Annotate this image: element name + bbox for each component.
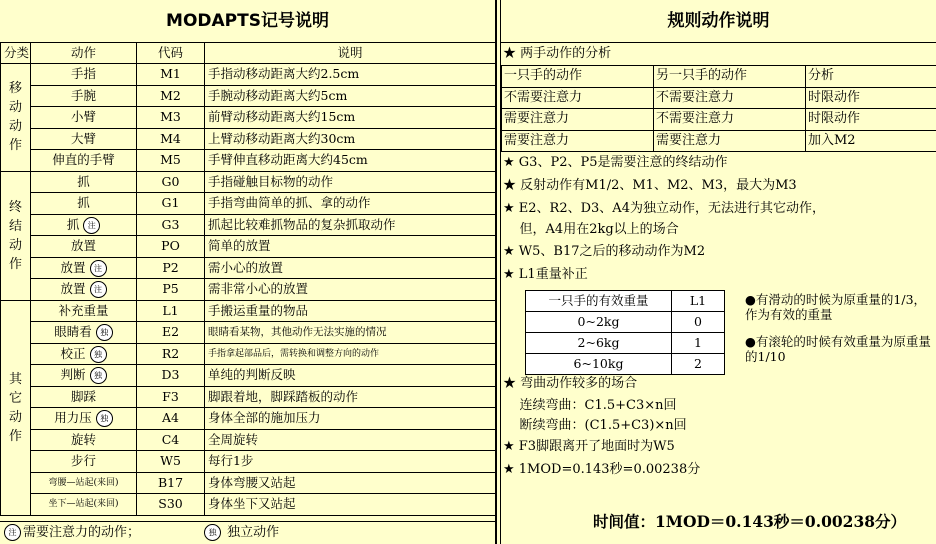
action-cell: 判断 独 [31,365,137,387]
code-cell: C4 [137,429,205,451]
rules-panel-title: 规则动作说明 [667,11,770,31]
action-cell: 抓 注 [31,214,137,236]
code-cell: M3 [137,107,205,129]
table-row [1,171,496,193]
independent-mark-icon: 独 [96,410,113,427]
header-description: 说明 [205,43,496,64]
desc-cell: 前臂动移动距离大约15cm [205,107,496,129]
time-value: 时间值：1MOD＝0.143秒＝0.00238分） [593,512,907,531]
two-hand-title: ★ 两手动作的分析 [503,46,612,61]
two-hand-cell: 需要注意力 [502,130,654,152]
action-cell: 步行 [31,451,137,473]
table-row [1,107,496,129]
desc-cell: 上臂动移动距离大约30cm [205,128,496,150]
table-row [502,66,936,88]
weight-cell: 2~6kg [526,333,672,354]
table-row [526,354,725,375]
category-move: 移动动作 [1,64,31,172]
table-row [1,257,496,279]
two-hand-cell: 不需要注意力 [502,87,654,109]
legend-attention-label: 需要注意力的动作； [23,525,141,540]
attention-mark-icon: 注 [90,260,107,277]
independent-mark-icon: 独 [96,324,113,341]
desc-cell: 手指拿起部品后，需转换和调整方向的动作 [205,343,496,365]
rule-line: ★ F3脚跟离开了地面时为W5 [503,439,675,454]
independent-mark-icon: 独 [90,367,107,384]
two-hand-header: 另一只手的动作 [654,66,806,88]
action-cell: 抓 [31,193,137,215]
symbol-table [0,42,496,516]
desc-cell: 手指碰触目标物的动作 [205,171,496,193]
action-cell: 坐下—站起(来回) [31,494,137,516]
desc-cell: 手指弯曲简单的抓、拿的动作 [205,193,496,215]
table-row [1,494,496,516]
action-cell: 眼睛看 独 [31,322,137,344]
table-row [1,279,496,301]
code-cell: L1 [137,300,205,322]
rule-line: ★ 弯曲动作较多的场合 [503,376,638,391]
desc-cell: 简单的放置 [205,236,496,258]
rule-line: ★ L1重量补正 [503,267,588,282]
action-cell: 伸直的手臂 [31,150,137,172]
table-row [1,322,496,344]
weight-table [525,290,725,375]
two-hand-cell: 加入M2 [806,130,936,152]
code-cell: M2 [137,85,205,107]
action-cell: 旋转 [31,429,137,451]
category-terminal: 终结动作 [1,171,31,300]
desc-cell: 手指动移动距离大约2.5cm [205,64,496,86]
rules-panel-header [501,0,936,43]
header-code: 代码 [137,43,205,64]
category-other: 其它动作 [1,300,31,515]
table-row [1,214,496,236]
code-cell: B17 [137,472,205,494]
desc-cell: 需非常小心的放置 [205,279,496,301]
desc-cell: 手搬运重量的物品 [205,300,496,322]
table-row [526,312,725,333]
slide-note: ●有滑动的时候为原重量的1/3，作为有效的重量 [745,292,927,322]
symbol-panel-title: MODAPTS记号说明 [0,0,495,43]
desc-cell: 需小心的放置 [205,257,496,279]
weight-cell: 0 [672,312,725,333]
rules-panel [500,0,936,544]
action-cell: 放置 注 [31,257,137,279]
rule-line: 但，A4用在2kg以上的场合 [503,222,679,237]
code-cell: E2 [137,322,205,344]
two-hand-header: 分析 [806,66,936,88]
code-cell: D3 [137,365,205,387]
table-row [1,472,496,494]
desc-cell: 眼睛看某物，其他动作无法实施的情况 [205,322,496,344]
code-cell: S30 [137,494,205,516]
roller-note: ●有滚轮的时候有效重量为原重量的1/10 [745,334,931,364]
table-row [526,333,725,354]
symbol-table-header [1,43,496,64]
table-row [1,300,496,322]
action-cell: 小臂 [31,107,137,129]
desc-cell: 全周旋转 [205,429,496,451]
table-row [1,193,496,215]
rule-line: ★ 反射动作有M1/2、M1、M2、M3，最大为M3 [503,178,797,193]
table-row [1,386,496,408]
code-cell: W5 [137,451,205,473]
two-hand-header: 一只手的动作 [502,66,654,88]
desc-cell: 身体弯腰又站起 [205,472,496,494]
table-row [1,429,496,451]
desc-cell: 手臂伸直移动距离大约45cm [205,150,496,172]
legend-independent-label: 独立动作 [227,525,280,540]
two-hand-cell: 需要注意力 [654,130,806,152]
code-cell: G3 [137,214,205,236]
code-cell: M5 [137,150,205,172]
action-cell: 校正 独 [31,343,137,365]
table-row [1,343,496,365]
weight-cell: 2 [672,354,725,375]
attention-mark-icon: 注 [4,524,21,541]
action-cell: 用力压 独 [31,408,137,430]
header-category: 分类 [1,43,31,64]
action-cell: 手指 [31,64,137,86]
action-cell: 脚踩 [31,386,137,408]
desc-cell: 抓起比较难抓物品的复杂抓取动作 [205,214,496,236]
header-action: 动作 [31,43,137,64]
code-cell: P5 [137,279,205,301]
desc-cell: 手腕动移动距离大约5cm [205,85,496,107]
desc-cell: 单纯的判断反映 [205,365,496,387]
mark-legend [0,521,495,544]
code-cell: R2 [137,343,205,365]
attention-mark-icon: 注 [90,281,107,298]
rule-line: ★ E2、R2、D3、A4为独立动作，无法进行其它动作， [503,201,825,216]
table-row [502,130,936,152]
table-row [1,150,496,172]
two-hand-cell: 时限动作 [806,87,936,109]
rule-line: 连续弯曲：C1.5+C3×n回 [503,398,677,413]
weight-cell: 6~10kg [526,354,672,375]
two-hand-cell: 不需要注意力 [654,87,806,109]
table-row [1,128,496,150]
two-hand-table [501,65,936,152]
rule-line: 断续弯曲：(C1.5+C3)×n回 [503,418,687,433]
code-cell: PO [137,236,205,258]
desc-cell: 脚跟着地，脚踩踏板的动作 [205,386,496,408]
action-cell: 放置 注 [31,279,137,301]
weight-cell: 0~2kg [526,312,672,333]
two-hand-cell: 不需要注意力 [654,109,806,131]
desc-cell: 每行1步 [205,451,496,473]
table-row [1,236,496,258]
two-hand-cell: 时限动作 [806,109,936,131]
action-cell: 弯腰—站起(来回) [31,472,137,494]
action-cell: 手腕 [31,85,137,107]
table-row [526,291,725,312]
desc-cell: 身体全部的施加压力 [205,408,496,430]
code-cell: M1 [137,64,205,86]
action-cell: 大臂 [31,128,137,150]
table-row [502,109,936,131]
table-row [502,87,936,109]
code-cell: G1 [137,193,205,215]
code-cell: A4 [137,408,205,430]
action-cell: 补充重量 [31,300,137,322]
table-row [1,451,496,473]
rule-line: ★ G3、P2、P5是需要注意的终结动作 [503,155,728,170]
table-row [1,85,496,107]
table-row [1,64,496,86]
rule-line: ★ W5、B17之后的移动动作为M2 [503,244,706,259]
attention-mark-icon: 注 [83,217,100,234]
code-cell: G0 [137,171,205,193]
weight-header: L1 [672,291,725,312]
desc-cell: 身体坐下又站起 [205,494,496,516]
code-cell: M4 [137,128,205,150]
weight-header: 一只手的有效重量 [526,291,672,312]
code-cell: F3 [137,386,205,408]
two-hand-cell: 需要注意力 [502,109,654,131]
independent-mark-icon: 独 [90,346,107,363]
weight-cell: 1 [672,333,725,354]
code-cell: P2 [137,257,205,279]
table-row [1,365,496,387]
independent-mark-icon: 独 [204,524,221,541]
action-cell: 抓 [31,171,137,193]
table-row [1,408,496,430]
rule-line: ★ 1MOD=0.143秒=0.00238分 [503,462,701,477]
action-cell: 放置 [31,236,137,258]
